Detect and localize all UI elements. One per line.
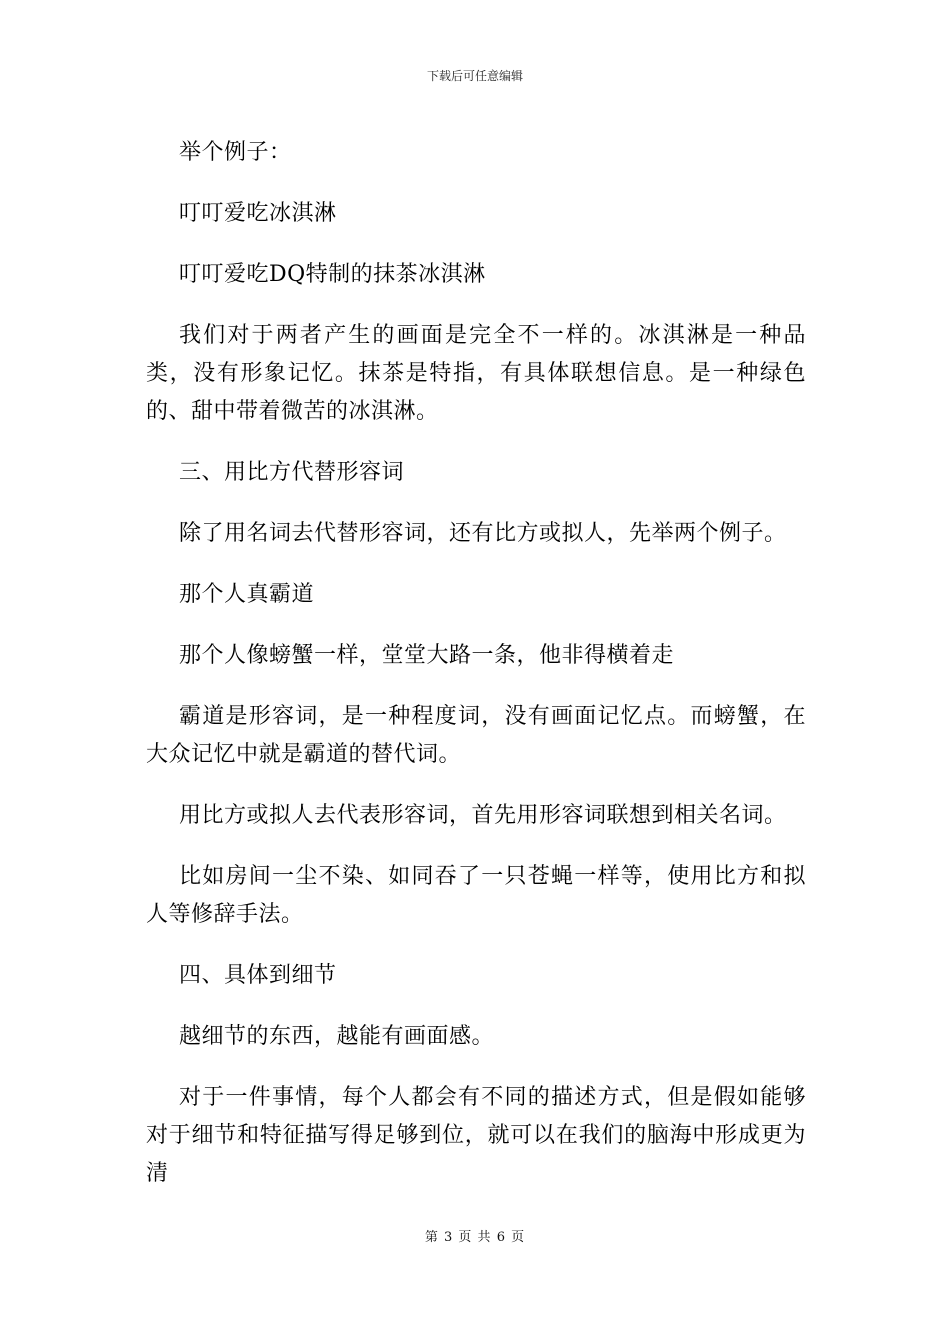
page-footer: 第 3 页 共 6 页 [424,1230,526,1245]
paragraph: 我们对于两者产生的画面是完全不一样的。冰淇淋是一种品类，没有形象记忆。抹茶是特指，有具体联想信息。是一种绿色的、甜中带着微苦的冰淇淋。 [146,323,806,424]
paragraph: 霸道是形容词，是一种程度词，没有画面记忆点。而螃蟹，在大众记忆中就是霸道的替代词。 [146,704,806,767]
paragraph: 比如房间一尘不染、如同吞了一只苍蝇一样等，使用比方和拟人等修辞手法。 [146,864,806,927]
paragraph: 那个人像螃蟹一样，堂堂大路一条，他非得横着走 [179,643,675,668]
paragraph: 除了用名词去代替形容词，还有比方或拟人，先举两个例子。 [179,521,787,546]
paragraph: 用比方或拟人去代表形容词，首先用形容词联想到相关名词。 [179,803,787,828]
section-heading: 四、具体到细节 [179,963,337,988]
document-body [146,134,806,1216]
paragraph: 越细节的东西，越能有画面感。 [179,1024,495,1049]
paragraph: 那个人真霸道 [179,582,315,607]
paragraph: 对于一件事情，每个人都会有不同的描述方式，但是假如能够对于细节和特征描写得足够到位，就可以在我们的脑海中形成更为清 [146,1085,806,1186]
page-header: 下载后可任意编辑 [426,69,523,83]
paragraph: 叮叮爱吃DQ特制的抹茶冰淇淋 [179,262,486,287]
paragraph: 举个例子： [179,140,292,165]
paragraph: 叮叮爱吃冰淇淋 [179,201,337,226]
section-heading: 三、用比方代替形容词 [179,460,405,485]
